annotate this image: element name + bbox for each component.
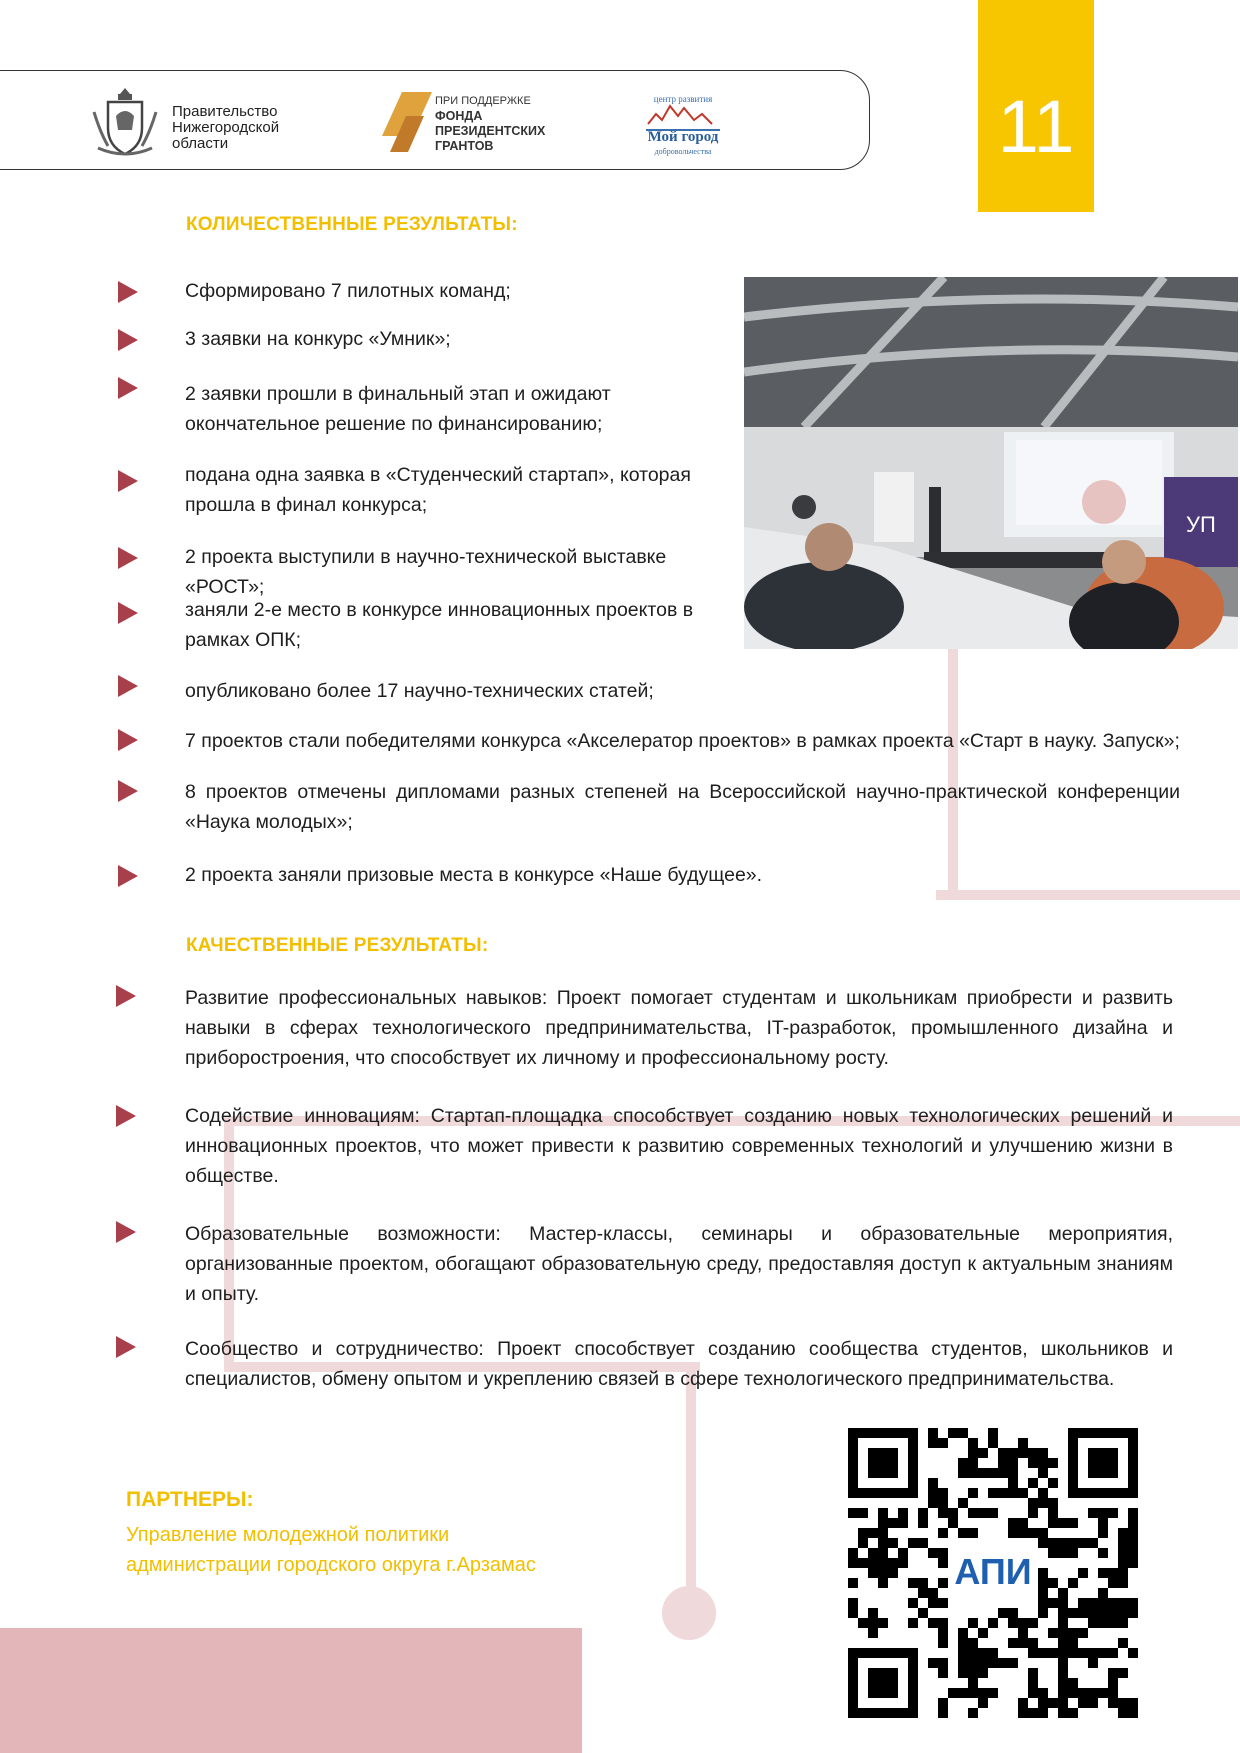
decor-line bbox=[686, 1362, 696, 1602]
gov-logo-text bbox=[172, 104, 279, 152]
quantitative-item: 2 заявки прошли в финальный этап и ожидают окончательное решение по финансированию; bbox=[185, 383, 611, 435]
moi-gorod-logo-icon bbox=[640, 84, 726, 160]
quantitative-item: 2 проекта заняли призовые места в конкурсе «Наше будущее». bbox=[185, 864, 763, 886]
page-number: 11 bbox=[997, 85, 1075, 168]
qualitative-item: Развитие профессиональных навыков: Проект помогает студентам и школьникам приобрести и развить навыки в сферах технологического предпринимательства, IT-разработок, промышленного дизайна и приборостроения, что способствует их личному и профессиональному росту. bbox=[185, 987, 1173, 1069]
moigorod-name-text: Мой город bbox=[647, 129, 719, 145]
bullet-icon bbox=[116, 1221, 136, 1243]
decor-line bbox=[936, 890, 1240, 900]
presidential-grants-fund-icon bbox=[376, 86, 436, 158]
fpg-logo-text bbox=[435, 94, 545, 154]
qualitative-item: Образовательные возможности: Мастер-классы, семинары и образовательные мероприятия, организованные проектом, обогащают образовательную среду, предоставляя доступ к актуальным знаниям и опыту. bbox=[185, 1223, 1173, 1305]
gov-logo-line: области bbox=[172, 135, 229, 152]
bullet-icon bbox=[116, 985, 136, 1007]
bullet-icon bbox=[118, 780, 138, 802]
quantitative-item: опубликовано более 17 научно-технических статей; bbox=[185, 680, 654, 702]
qr-code-icon[interactable] bbox=[848, 1428, 1138, 1718]
bullet-icon bbox=[118, 602, 138, 624]
nizhny-novgorod-coat-of-arms-icon bbox=[88, 86, 162, 158]
quantitative-title: КОЛИЧЕСТВЕННЫЕ РЕЗУЛЬТАТЫ: bbox=[186, 214, 518, 235]
quantitative-item: 8 проектов отмечены дипломами разных степеней на Всероссийской научно-практической конференции «Наука молодых»; bbox=[185, 781, 1180, 833]
quantitative-item: 7 проектов стали победителями конкурса «Акселератор проектов» в рамках проекта «Старт в науку. Запуск»; bbox=[185, 730, 1180, 752]
bullet-icon bbox=[118, 675, 138, 697]
fpg-logo-line: ПРЕЗИДЕНТСКИХ bbox=[435, 124, 546, 138]
gov-logo-line: Нижегородской bbox=[172, 119, 280, 136]
qualitative-item: Сообщество и сотрудничество: Проект способствует созданию сообщества студентов, школьников и специалистов, обмену опытом и укреплению связей в сфере технологического предпринимательства. bbox=[185, 1338, 1173, 1390]
moigorod-top-text: центр развития bbox=[653, 94, 713, 104]
partners-title: ПАРТНЕРЫ: bbox=[126, 1488, 254, 1511]
quantitative-item: подана одна заявка в «Студенческий стартап», которая прошла в финал конкурса; bbox=[185, 464, 691, 516]
fpg-logo-line: ФОНДА bbox=[435, 109, 483, 123]
qualitative-item: Содействие инновациям: Стартап-площадка способствует созданию новых технологических решений и инновационных проектов, что может привести к развитию современных технологий и улучшению жизни в обществе. bbox=[185, 1105, 1173, 1187]
photo-screen-text: УП bbox=[1186, 512, 1216, 537]
fpg-logo-line: ПРИ ПОДДЕРЖКЕ bbox=[435, 95, 531, 107]
bullet-icon bbox=[118, 729, 138, 751]
fpg-logo-line: ГРАНТОВ bbox=[435, 139, 494, 153]
bullet-icon bbox=[118, 329, 138, 351]
decor-circle bbox=[662, 1586, 716, 1640]
conference-photo bbox=[744, 277, 1238, 649]
partners-line: Управление молодежной политики bbox=[126, 1524, 450, 1546]
quantitative-item: Сформировано 7 пилотных команд; bbox=[185, 280, 511, 302]
qualitative-title: КАЧЕСТВЕННЫЕ РЕЗУЛЬТАТЫ: bbox=[186, 935, 489, 956]
quantitative-item: 2 проекта выступили в научно-технической выставке «РОСТ»; bbox=[185, 546, 667, 598]
bullet-icon bbox=[118, 377, 138, 399]
partners-text bbox=[126, 1520, 536, 1580]
quantitative-item: 3 заявки на конкурс «Умник»; bbox=[185, 328, 451, 350]
quantitative-item: заняли 2-е место в конкурсе инновационных проектов в рамках ОПК; bbox=[185, 599, 694, 651]
bullet-icon bbox=[118, 470, 138, 492]
partners-line: администрации городского округа г.Арзамас bbox=[126, 1554, 536, 1576]
bullet-icon bbox=[118, 547, 138, 569]
moigorod-bottom-text: добровольчества bbox=[654, 147, 712, 156]
bullet-icon bbox=[116, 1105, 136, 1127]
bottom-band bbox=[0, 1628, 582, 1753]
gov-logo-line: Правительство bbox=[172, 103, 278, 120]
bullet-icon bbox=[118, 281, 138, 303]
bullet-icon bbox=[116, 1336, 136, 1358]
bullet-icon bbox=[118, 865, 138, 887]
qr-logo-text: АПИ bbox=[954, 1551, 1032, 1592]
